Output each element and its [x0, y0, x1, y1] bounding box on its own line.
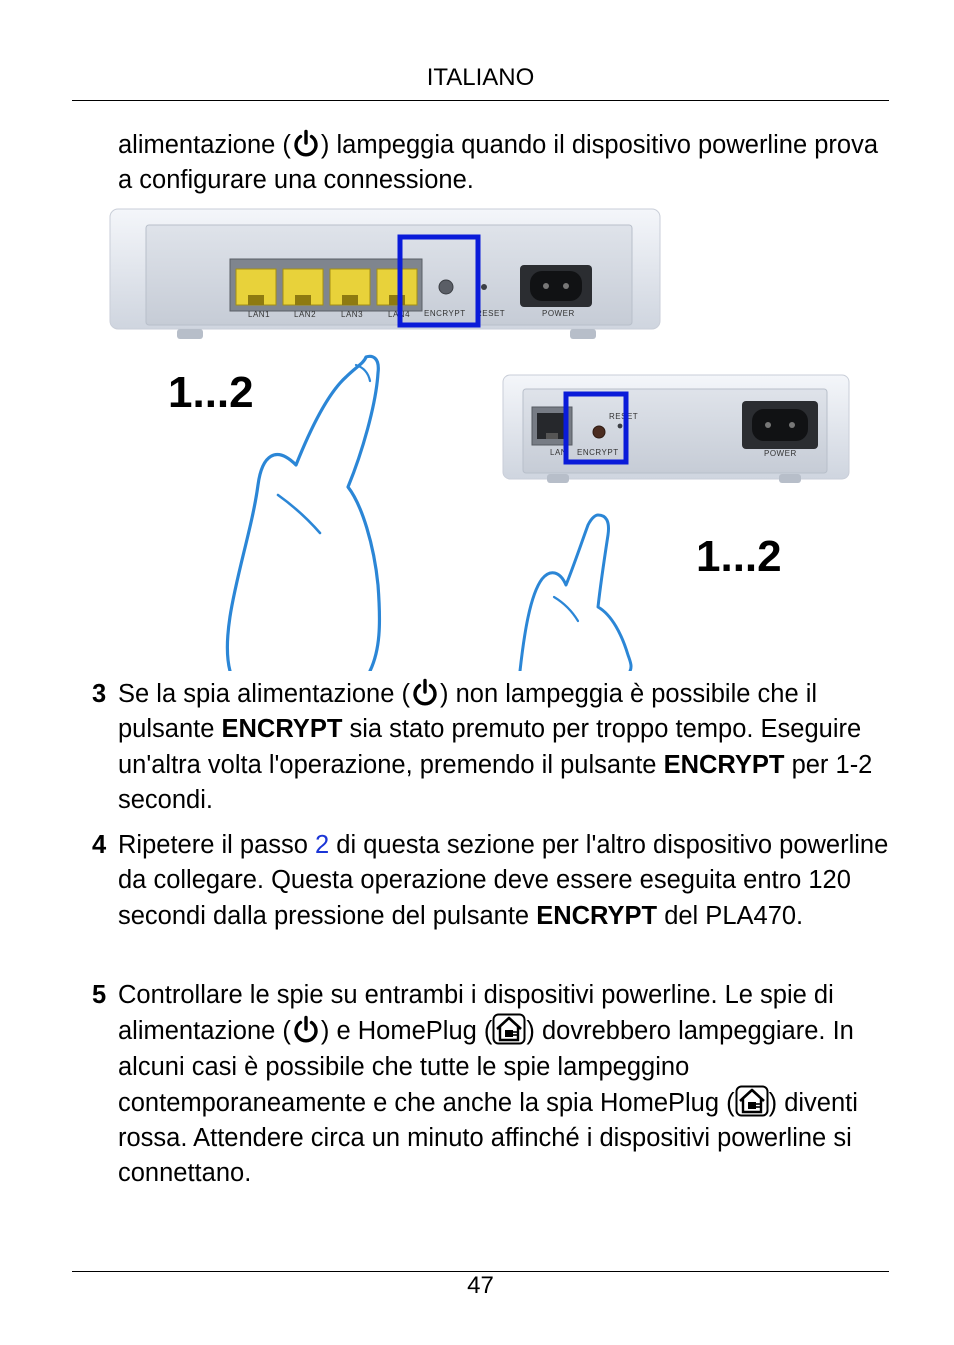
label-power: POWER: [542, 309, 575, 318]
step-text: Controllare le spie su entrambi i dispositivi powerline. Le spie di alimentazione (: [118, 981, 834, 1046]
page-header-language: ITALIANO: [426, 64, 535, 91]
power-icon: [410, 678, 440, 708]
encrypt-term: ENCRYPT: [663, 750, 785, 779]
step-number: 5: [92, 981, 107, 1009]
step-text: sia stato premuto per troppo tempo. Eseguire un'altra volta l'operazione, premendo il pulsante: [118, 715, 862, 779]
label-lan3: LAN3: [341, 310, 364, 319]
press-duration-label-small: 1...2: [696, 532, 782, 581]
step-5-text: [118, 978, 898, 1192]
header-rule: [72, 100, 889, 101]
step-5: [92, 978, 898, 1192]
step-text: Se la spia alimentazione (: [118, 680, 410, 708]
step-text: ) dovrebbero lampeggiare. In alcuni casi è possibile che tutte le spie lampeggino contemporaneamente e che anche la spia HomePlug (: [118, 1017, 854, 1117]
step-text: ) diventi rossa. Attendere circa un minuto affinché i dispositivi powerline si connettano.: [118, 1088, 858, 1188]
step-2-link[interactable]: 2: [315, 831, 330, 859]
step-text: per 1-2 secondi.: [118, 750, 873, 814]
small-finger-illustration: [520, 515, 631, 671]
step-number: 3: [92, 680, 107, 708]
small-powerline-device: [503, 375, 849, 483]
label-small-lan: LAN: [550, 448, 568, 457]
encrypt-term: ENCRYPT: [536, 901, 658, 930]
label-small-reset: RESET: [609, 412, 639, 421]
encrypt-button-figure: [100, 205, 860, 671]
step-4: [92, 828, 898, 934]
label-lan1: LAN1: [248, 310, 271, 319]
intro-text-1: alimentazione (: [118, 131, 291, 159]
step-text: di questa sezione per l'altro dispositivo powerline da collegare. Questa operazione deve essere eseguita entro 120 secondi dalla pressione del pulsante: [118, 831, 889, 930]
label-small-power: POWER: [764, 449, 797, 458]
homeplug-icon: [492, 1013, 526, 1045]
press-duration-label-large: 1...2: [168, 368, 254, 417]
label-lan2: LAN2: [294, 310, 317, 319]
step-text: del PLA470.: [657, 901, 804, 930]
power-icon: [291, 129, 321, 159]
step-text: ) e HomePlug (: [320, 1017, 493, 1046]
label-encrypt: ENCRYPT: [424, 309, 466, 318]
intro-paragraph: [118, 128, 898, 199]
homeplug-icon: [735, 1085, 769, 1117]
step-4-text: [118, 828, 898, 934]
label-reset: RESET: [476, 309, 506, 318]
label-lan4: LAN4: [388, 310, 411, 319]
page-number: 47: [467, 1272, 494, 1299]
step-number: 4: [92, 831, 107, 859]
intro-text-2: ) lampeggia quando il dispositivo powerline prova a configurare una connessione.: [118, 131, 878, 195]
large-powerline-device: [110, 209, 660, 339]
step-text: ) non lampeggia è possibile che il pulsante: [118, 680, 818, 744]
step-3-text: [118, 677, 898, 818]
step-3: [92, 677, 898, 818]
encrypt-term: ENCRYPT: [221, 715, 343, 744]
label-small-encrypt: ENCRYPT: [577, 448, 619, 457]
step-text: Ripetere il passo: [118, 831, 316, 859]
power-icon: [291, 1015, 321, 1045]
